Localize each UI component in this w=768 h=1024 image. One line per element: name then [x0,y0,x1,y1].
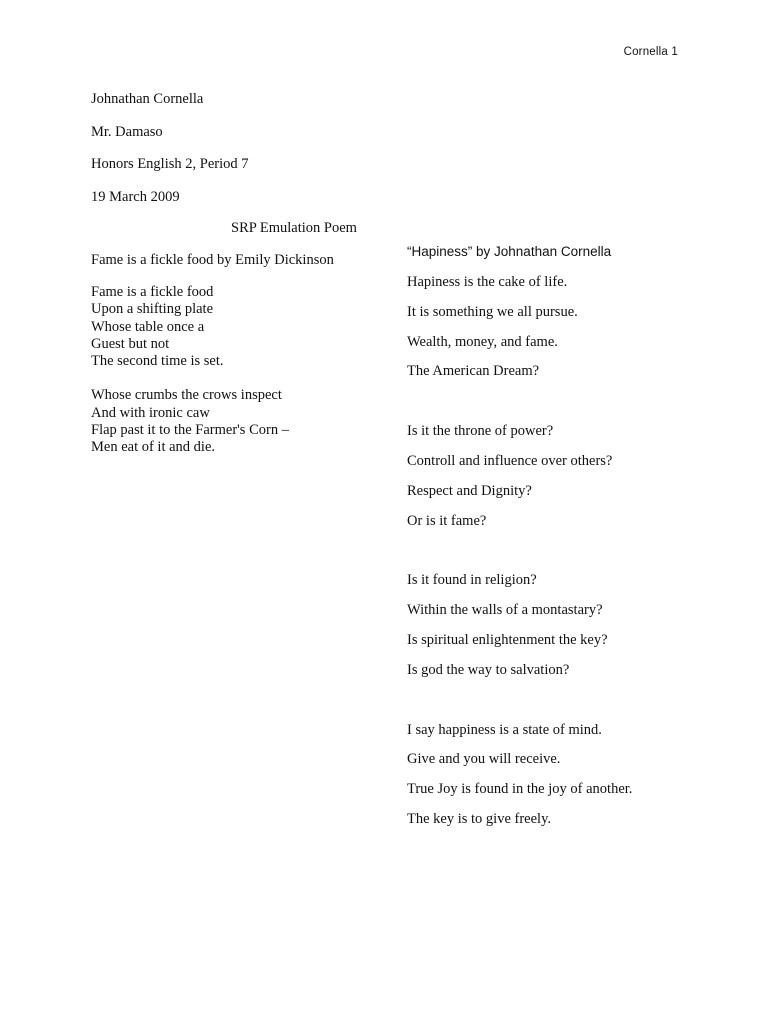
course-name: Honors English 2, Period 7 [91,156,249,172]
poem-line: Or is it fame? [407,512,487,529]
poem-line: Within the walls of a montastary? [407,602,603,619]
poem-line: Whose crumbs the crows inspect [91,387,282,404]
poem-line: The American Dream? [407,363,540,380]
emulation-poem [407,243,737,870]
poem-line: Is god the way to salvation? [407,661,570,678]
poem-line: True Joy is found in the joy of another. [407,781,633,798]
poem-line: And with ironic caw [91,404,210,421]
original-stanza-1 [91,284,391,370]
poem-line: The second time is set. [91,353,224,370]
emulation-stanza-3 [407,571,737,690]
poem-line: Controll and influence over others? [407,452,613,469]
poem-line: Give and you will receive. [407,751,561,768]
mla-heading [91,90,248,220]
poem-line: Men eat of it and die. [91,439,216,456]
original-poem-heading: Fame is a fickle food by Emily Dickinson [91,252,334,268]
document-title: SRP Emulation Poem [231,220,357,236]
poem-line: Upon a shifting plate [91,301,214,318]
teacher-name: Mr. Damaso [91,123,163,140]
poem-line: Is spiritual enlightenment the key? [407,631,608,648]
original-poem [91,251,391,474]
poem-line: Respect and Dignity? [407,482,532,499]
original-stanza-2 [91,387,391,456]
emulation-stanza-4 [407,721,737,840]
poem-line: Is it found in religion? [407,572,537,589]
poem-line: It is something we all pursue. [407,303,578,320]
poem-line: Flap past it to the Farmer's Corn – [91,422,289,439]
emulation-poem-title: “Hapiness” by Johnathan Cornella [407,244,612,259]
emulation-stanza-1 [407,273,737,392]
poem-line: Fame is a fickle food [91,284,214,300]
poem-line: The key is to give freely. [407,810,552,827]
poem-line: Wealth, money, and fame. [407,333,558,350]
poem-line: Is it the throne of power? [407,423,554,440]
emulation-stanza-2 [407,422,737,541]
student-name: Johnathan Cornella [91,91,204,107]
date-line: 19 March 2009 [91,188,180,205]
poem-line: I say happiness is a state of mind. [407,721,602,738]
poem-line: Hapiness is the cake of life. [407,274,568,290]
running-header: Cornella 1 [623,46,678,58]
poem-line: Guest but not [91,335,170,352]
poem-line: Whose table once a [91,318,205,335]
